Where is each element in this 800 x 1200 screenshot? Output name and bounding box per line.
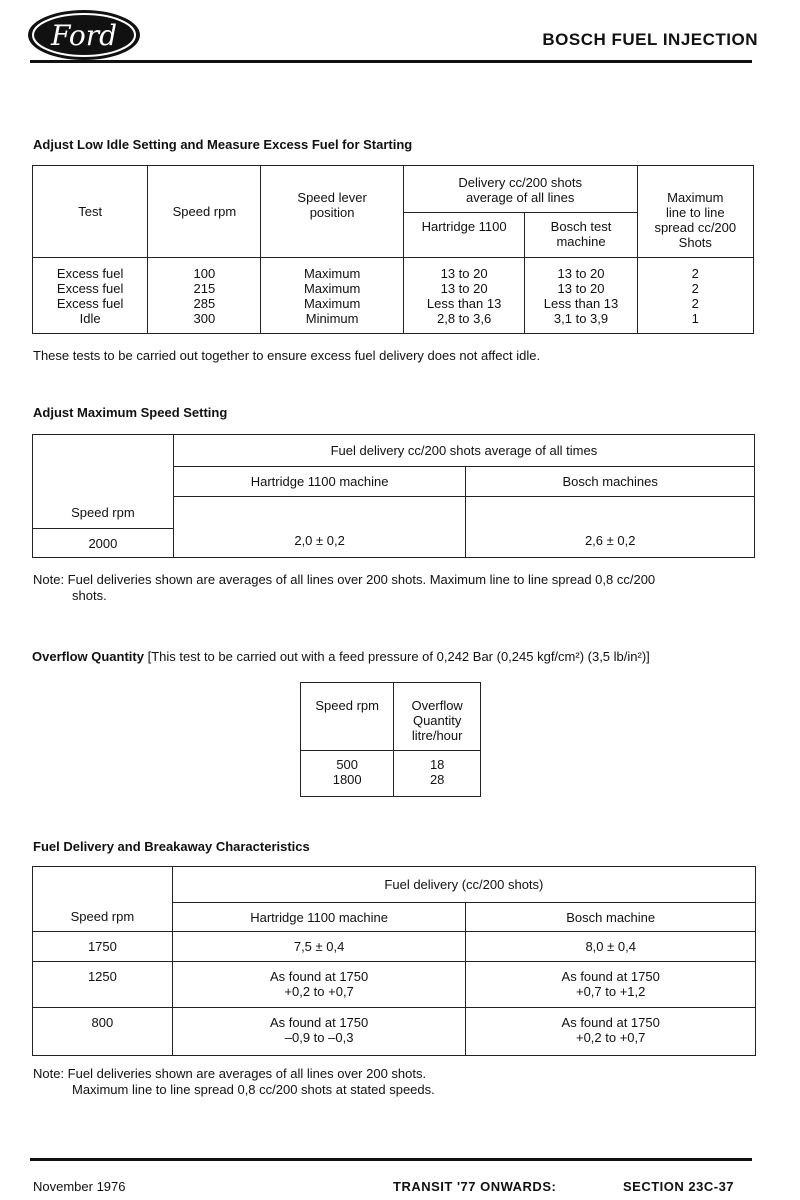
header-speed: Speed rpm [71, 505, 135, 520]
overflow-heading-condition: [This test to be carried out with a feed pressure of 0,242 Bar (0,245 kgf/cm²) (3,5 lb/in²)] [147, 649, 650, 664]
document-title: BOSCH FUEL INJECTION [542, 30, 758, 49]
table-cell: Excess fuel [56, 280, 124, 296]
speed-header-cell [33, 435, 174, 529]
footer-model: TRANSIT '77 ONWARDS: [393, 1179, 557, 1194]
table-cell: 1 [691, 310, 699, 326]
footer-section: SECTION 23C-37 [623, 1179, 735, 1194]
table-cell: 1250 [33, 962, 173, 1008]
table-cell: 285 [193, 295, 216, 311]
col-bosch-values [525, 258, 637, 334]
table-cell: 28 [429, 772, 445, 787]
footer-rule [30, 1158, 752, 1161]
table-row [33, 962, 756, 1008]
table-cell: Maximum [303, 265, 361, 281]
col-speed-values [148, 258, 261, 334]
table-cell: 8,0 ± 0,4 [466, 932, 756, 962]
table-cell: 100 [193, 265, 216, 281]
header-overflow: Overflow Quantity litre/hour [394, 683, 481, 751]
header-bosch: Bosch test machine [525, 213, 637, 258]
table-cell: 500 [336, 757, 359, 772]
header-speed: Speed rpm [301, 683, 394, 751]
col-speed-values [301, 751, 394, 797]
header-hartridge: Hartridge 1100 machine [173, 467, 466, 497]
table-cell: 7,5 ± 0,4 [172, 932, 466, 962]
section-heading-breakaway: Fuel Delivery and Breakaway Characteristics [33, 839, 310, 854]
header-delivery: Fuel delivery (cc/200 shots) [172, 867, 755, 903]
table-cell: As found at 1750 +0,7 to +1,2 [466, 962, 756, 1008]
bosch-value: 2,6 ± 0,2 [466, 497, 755, 558]
section1-note: These tests to be carried out together to ensure excess fuel delivery does not affect idle. [33, 348, 541, 363]
col-spread-values [637, 258, 753, 334]
table-cell: 2 [691, 265, 699, 281]
section2-note-line1: Note: Fuel deliveries shown are averages of all lines over 200 shots. Maximum line to line spread 0,8 cc/200 [33, 572, 656, 587]
col-test-values [33, 258, 148, 334]
col-qty-values [394, 751, 481, 797]
header-hartridge: Hartridge 1100 [403, 213, 525, 258]
section-heading-overflow [32, 649, 650, 664]
header-hartridge: Hartridge 1100 machine [172, 903, 466, 932]
table-cell: Less than 13 [426, 295, 502, 311]
table-cell: Maximum [303, 295, 361, 311]
section4-note-line2: Maximum line to line spread 0,8 cc/200 shots at stated speeds. [72, 1082, 435, 1097]
header-test: Test [33, 166, 148, 258]
section4-note-line1: Note: Fuel deliveries shown are averages of all lines over 200 shots. [33, 1066, 427, 1081]
speed-header-top [33, 867, 173, 903]
overflow-heading-bold: Overflow Quantity [32, 649, 144, 664]
table-cell: 300 [193, 310, 216, 326]
table-cell: Excess fuel [56, 265, 124, 281]
header-rule [30, 60, 752, 63]
table-cell: Maximum [303, 280, 361, 296]
header-bosch: Bosch machine [466, 903, 756, 932]
excess-fuel-table [32, 165, 754, 334]
speed-value: 2000 [33, 529, 174, 558]
header-speed: Speed rpm [148, 166, 261, 258]
header-speed-lever: Speed lever position [261, 166, 403, 258]
overflow-table [300, 682, 481, 797]
table-row [33, 932, 756, 962]
table-cell: 2,8 to 3,6 [437, 310, 492, 326]
section2-note-line2: shots. [72, 588, 107, 603]
table-cell: Less than 13 [543, 295, 619, 311]
header-delivery: Delivery cc/200 shots average of all lines [403, 166, 637, 213]
table-cell: 215 [193, 280, 216, 296]
hartridge-value: 2,0 ± 0,2 [173, 497, 466, 558]
table-cell: 13 to 20 [440, 265, 488, 281]
section-heading-low-idle: Adjust Low Idle Setting and Measure Excess Fuel for Starting [33, 137, 413, 152]
footer-date: November 1976 [33, 1179, 126, 1194]
table-cell: As found at 1750 –0,9 to –0,3 [172, 1008, 466, 1056]
ford-logo [26, 8, 142, 62]
table-row [33, 1008, 756, 1056]
header-bosch: Bosch machines [466, 467, 755, 497]
table-cell: 18 [429, 757, 445, 772]
table-cell: As found at 1750 +0,2 to +0,7 [172, 962, 466, 1008]
table-cell: Minimum [305, 310, 359, 326]
table-cell: As found at 1750 +0,2 to +0,7 [466, 1008, 756, 1056]
table-cell: 13 to 20 [440, 280, 488, 296]
table-cell: 2 [691, 295, 699, 311]
max-speed-table [32, 434, 755, 558]
table-cell: 13 to 20 [557, 280, 605, 296]
section-heading-max-speed: Adjust Maximum Speed Setting [33, 405, 228, 420]
header-max-spread: Maximum line to line spread cc/200 Shots [637, 166, 753, 258]
table-cell: Excess fuel [56, 295, 124, 311]
col-lever-values [261, 258, 403, 334]
table-cell: 2 [691, 280, 699, 296]
table-cell: 13 to 20 [557, 265, 605, 281]
table-cell: Idle [79, 310, 101, 326]
table-cell: 1750 [33, 932, 173, 962]
header-speed: Speed rpm [33, 903, 173, 932]
table-cell: 800 [33, 1008, 173, 1056]
col-hartridge-values [403, 258, 525, 334]
header-delivery: Fuel delivery cc/200 shots average of all times [173, 435, 754, 467]
table-cell: 1800 [332, 772, 362, 787]
logo-text: Ford [50, 19, 118, 52]
breakaway-table [32, 866, 756, 1056]
table-cell: 3,1 to 3,9 [553, 310, 609, 326]
